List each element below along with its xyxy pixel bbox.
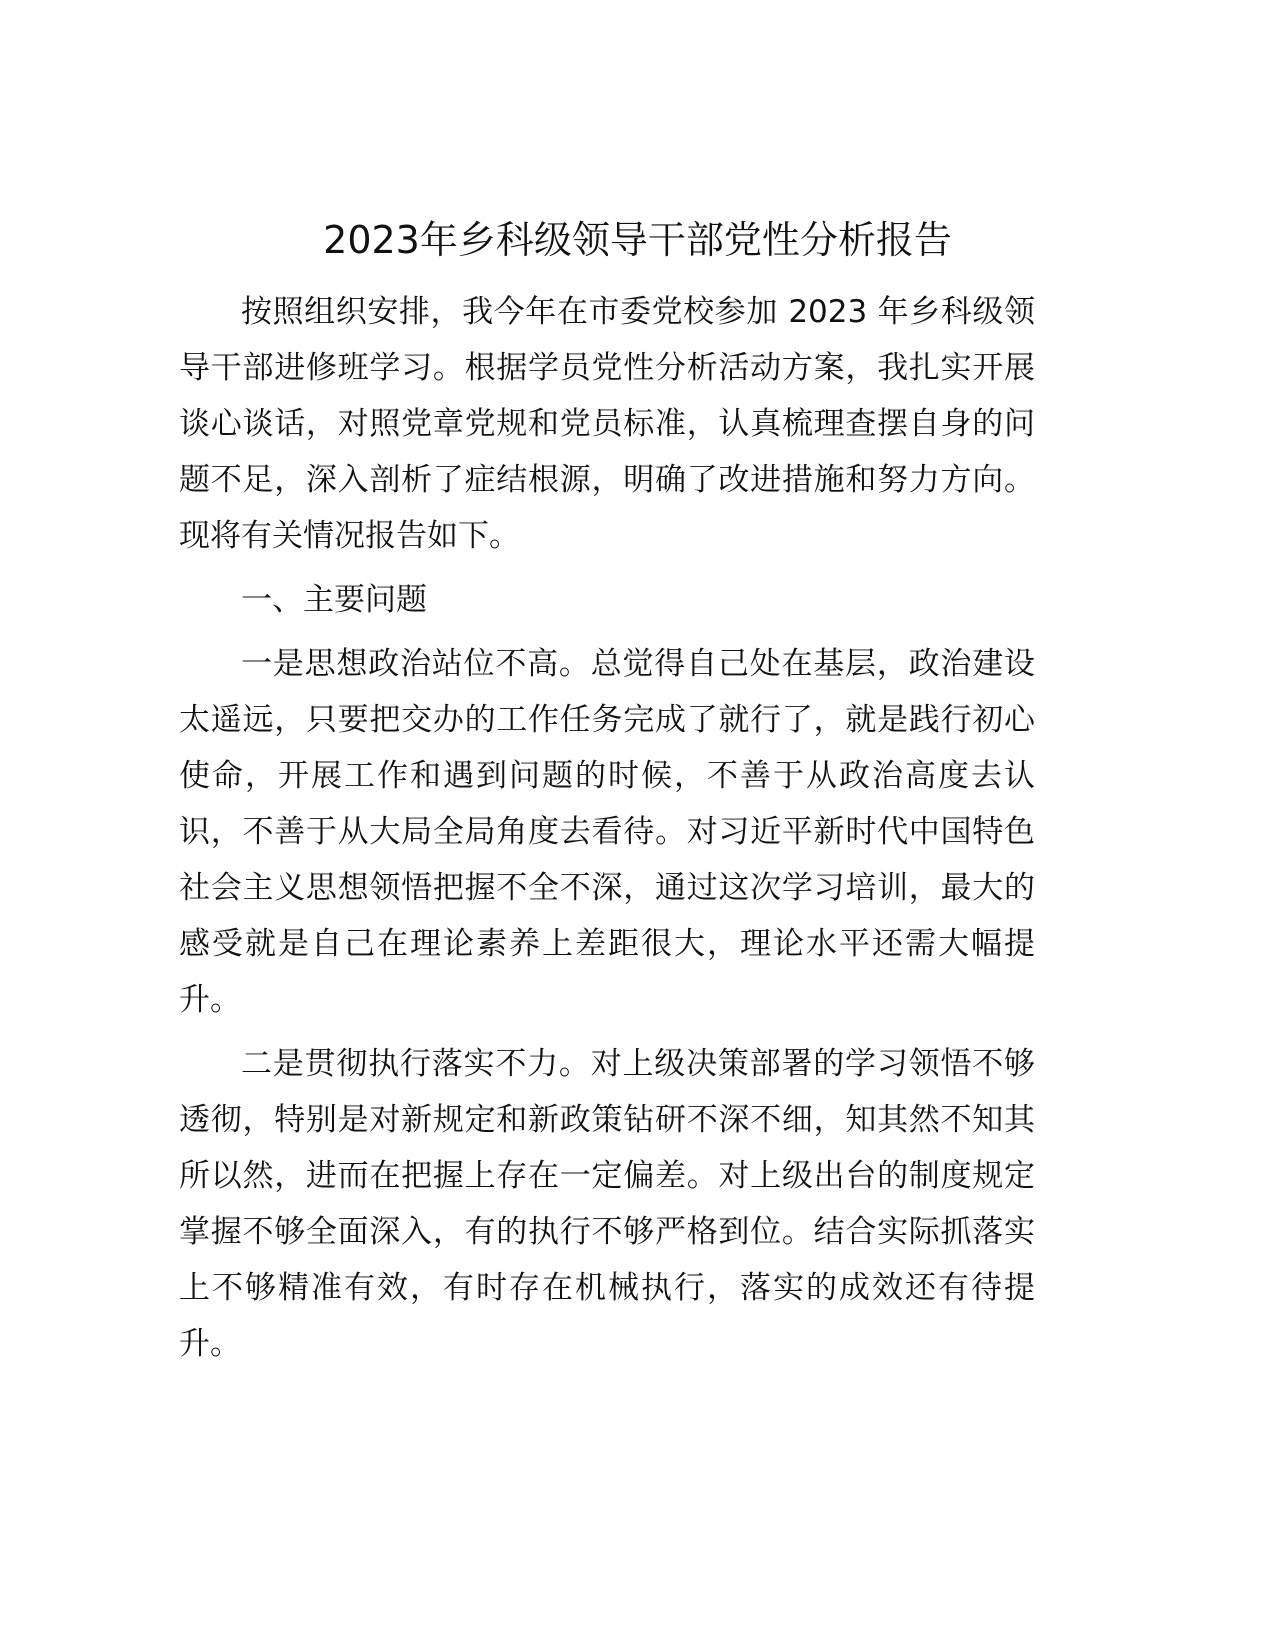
text-line: 感受就是自己在理论素养上差距很大，理论水平还需大幅提: [179, 926, 1035, 962]
text-line: 上不够精准有效，有时存在机械执行，落实的成效还有待提: [179, 1270, 1035, 1306]
section-heading: [179, 572, 1035, 628]
text-line: 谈心谈话，对照党章党规和党员标准，认真梳理查摆自身的问: [179, 406, 1035, 442]
text-line: 掌握不够全面深入，有的执行不够严格到位。结合实际抓落实: [179, 1214, 1035, 1250]
paragraph: [179, 636, 1035, 1028]
text-line: 太遥远，只要把交办的工作任务完成了就行了，就是践行初心: [179, 702, 1035, 738]
text-line: 社会主义思想领悟把握不全不深，通过这次学习培训，最大的: [179, 870, 1035, 906]
text-line: 按照组织安排，我今年在市委党校参加 2023 年乡科级领: [241, 294, 1035, 330]
text-line: 使命，开展工作和遇到问题的时候，不善于从政治高度去认: [179, 758, 1035, 794]
text-line: 现将有关情况报告如下。: [179, 518, 520, 554]
document-body: [179, 284, 1035, 1380]
text-line: 识，不善于从大局全局角度去看待。对习近平新时代中国特色: [179, 814, 1035, 850]
paragraph: [179, 284, 1035, 564]
text-line: 所以然，进而在把握上存在一定偏差。对上级出台的制度规定: [179, 1158, 1035, 1194]
paragraph: [179, 1036, 1035, 1372]
text-line: 升。: [179, 1326, 241, 1362]
text-line: 一是思想政治站位不高。总觉得自己处在基层，政治建设: [241, 646, 1035, 682]
text-line: 二是贯彻执行落实不力。对上级决策部署的学习领悟不够: [241, 1046, 1035, 1082]
text-line: 透彻，特别是对新规定和新政策钻研不深不细，知其然不知其: [179, 1102, 1035, 1138]
text-line: 升。: [179, 982, 241, 1018]
text-line: 题不足，深入剖析了症结根源，明确了改进措施和努力方向。: [179, 462, 1035, 498]
document-title: 2023年乡科级领导干部党性分析报告: [323, 218, 952, 262]
text-line: 一、主要问题: [241, 582, 427, 618]
text-line: 导干部进修班学习。根据学员党性分析活动方案，我扎实开展: [179, 350, 1035, 386]
